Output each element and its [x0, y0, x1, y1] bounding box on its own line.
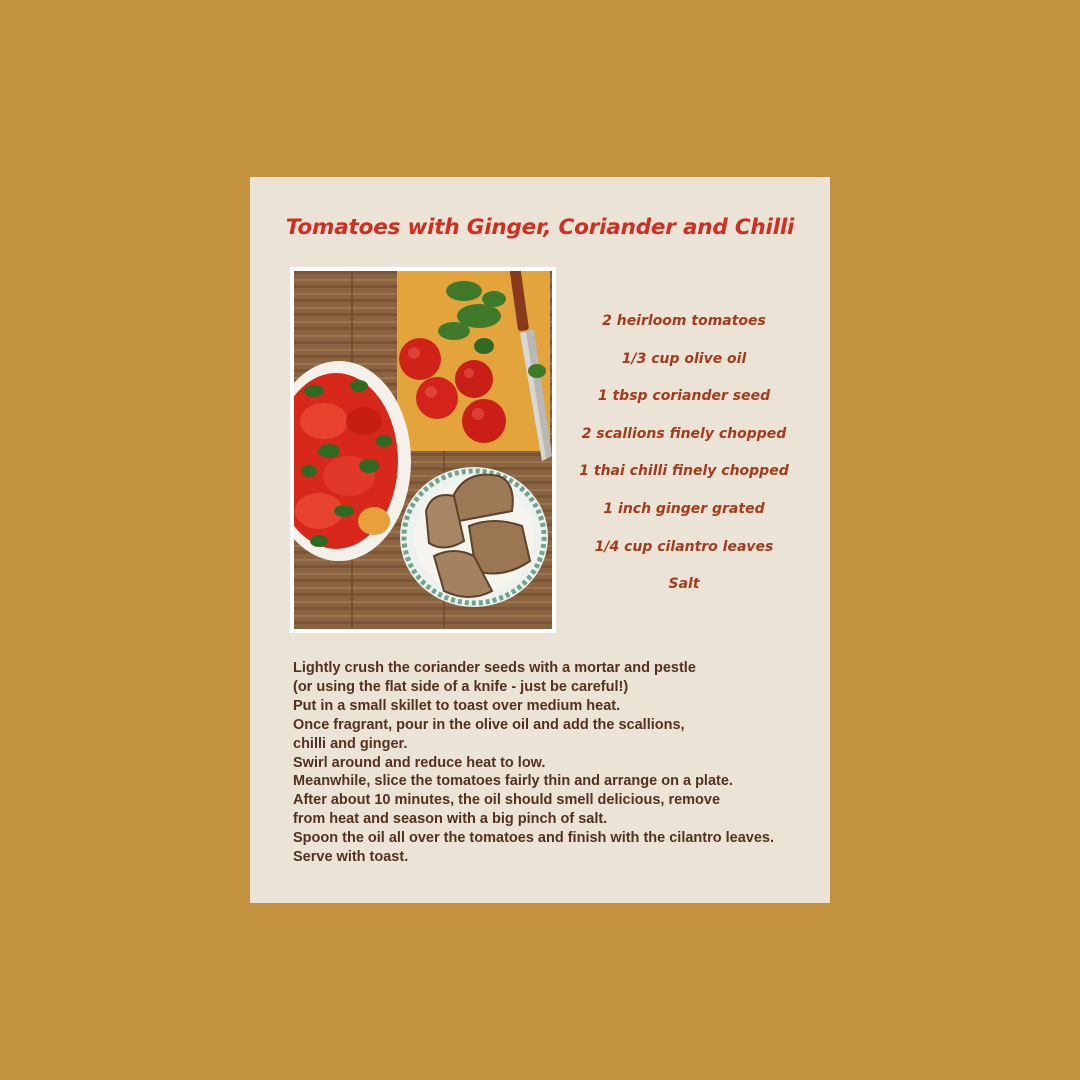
- method-line: Once fragrant, pour in the olive oil and add the scallions,: [293, 716, 685, 733]
- ingredient-item: 1 thai chilli finely chopped: [579, 463, 789, 480]
- method-line: chilli and ginger.: [293, 735, 408, 752]
- method-line: Lightly crush the coriander seeds with a mortar and pestle: [293, 660, 696, 676]
- method-line: (or using the flat side of a knife - just be careful!): [293, 678, 629, 695]
- method-line: Put in a small skillet to toast over medium heat.: [293, 697, 621, 714]
- method-line: After about 10 minutes, the oil should smell delicious, remove: [293, 792, 721, 809]
- ingredient-item: 1/4 cup cilantro leaves: [594, 538, 774, 555]
- recipe-title: Tomatoes with Ginger, Coriander and Chilli: [285, 215, 795, 240]
- toast-plate: [400, 467, 548, 607]
- ingredient-item: 2 heirloom tomatoes: [602, 313, 766, 329]
- ingredient-list: [568, 309, 800, 610]
- method-line: from heat and season with a big pinch of salt.: [293, 811, 608, 828]
- ingredient-item: 1 inch ginger grated: [603, 500, 765, 517]
- ingredient-item: 1 tbsp coriander seed: [597, 388, 771, 405]
- ingredient-item: Salt: [668, 576, 700, 593]
- photo-illustration: [294, 271, 552, 629]
- ingredient-item: 2 scallions finely chopped: [581, 425, 787, 442]
- method-line: Serve with toast.: [293, 849, 409, 866]
- method-line: Meanwhile, slice the tomatoes fairly thin and arrange on a plate.: [293, 773, 733, 790]
- recipe-card: [250, 177, 830, 903]
- recipe-photo: [290, 267, 556, 633]
- ingredient-item: 1/3 cup olive oil: [621, 350, 747, 367]
- method-line: Spoon the oil all over the tomatoes and finish with the cilantro leaves.: [293, 830, 774, 847]
- method-text: [293, 659, 813, 867]
- method-line: Swirl around and reduce heat to low.: [293, 754, 546, 771]
